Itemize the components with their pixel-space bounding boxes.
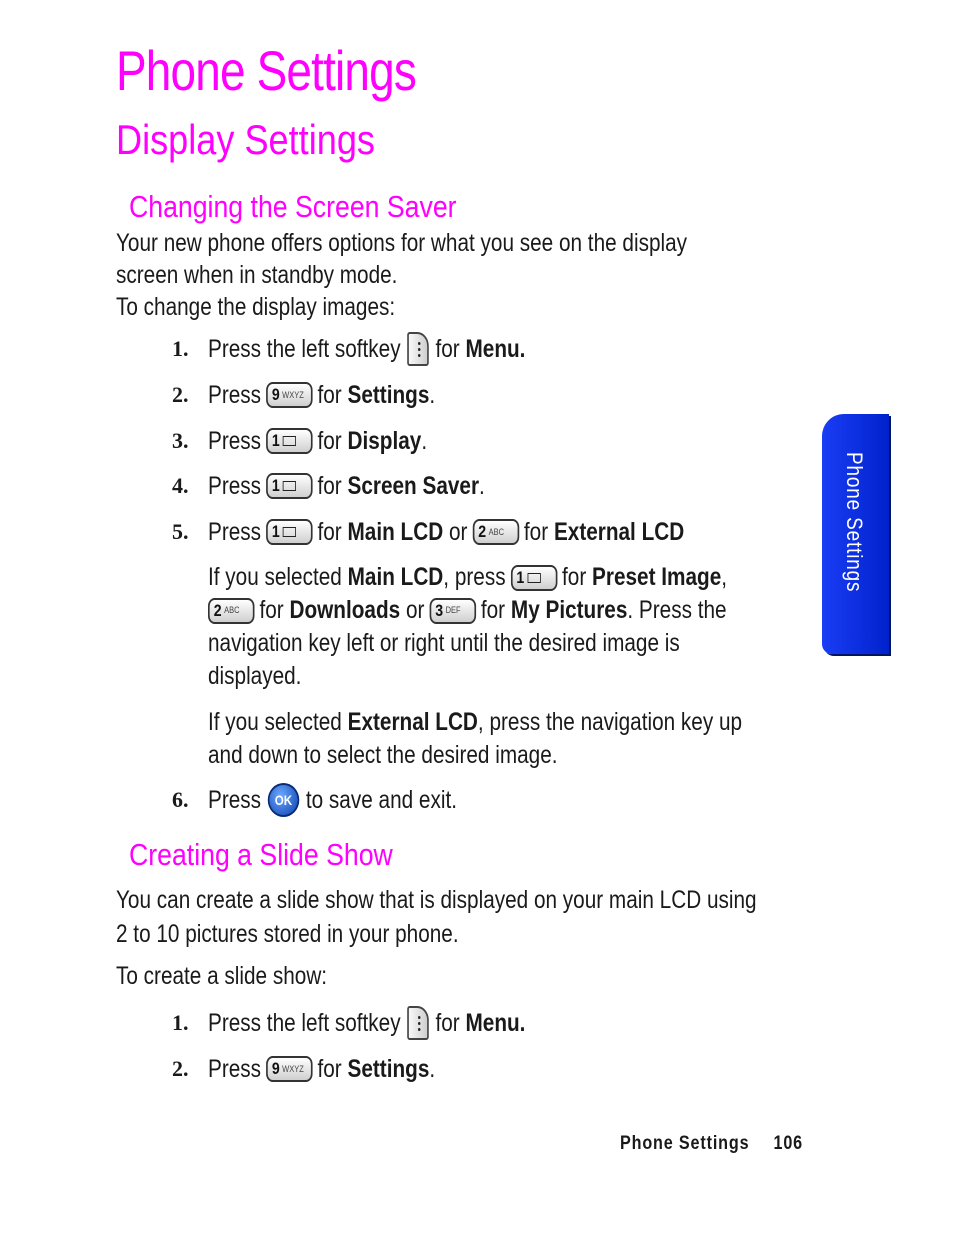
left-softkey-icon xyxy=(407,1006,429,1040)
section-title: Display Settings xyxy=(116,116,375,163)
footer-section: Phone Settings xyxy=(620,1133,750,1154)
page-number: 106 xyxy=(773,1133,803,1154)
key-1-icon: 1 xyxy=(266,473,312,499)
page-footer xyxy=(620,1133,803,1155)
key-2-icon: 2 ABC xyxy=(472,519,518,545)
intro-paragraph: Your new phone offers options for what you see on the display screen when in standby mode. To change the display images: xyxy=(116,229,688,321)
slide-show-intro: You can create a slide show that is displayed on your main LCD using 2 to 10 pictures stored in your phone. xyxy=(116,886,757,948)
key-9-icon: 9 WXYZ xyxy=(266,382,312,408)
step-2: 2. Press 9 WXYZ for Settings . xyxy=(172,380,436,409)
slide-step-2: 2. Press 9 WXYZ for Settings . xyxy=(172,1054,436,1083)
step-5: 5. Press 1 for Main LCD or 2 ABC for External LCD xyxy=(172,517,685,546)
external-lcd-note: If you selected External LCD , press the navigation key up and down to select the desired image. xyxy=(208,708,743,769)
side-tab-label: Phone Settings xyxy=(842,452,867,593)
slide-show-lead: To create a slide show: xyxy=(116,962,328,990)
heading-screen-saver: Changing the Screen Saver xyxy=(129,189,457,224)
slide-step-1: 1. Press the left softkey for Menu. xyxy=(172,1005,590,1041)
step-6: 6. Press OK to save and exit. xyxy=(172,782,508,818)
main-lcd-note: If you selected Main LCD , press 1 for Preset Image , 2 ABC for Downloads or 3 DEF for My Pictures . Press the navigation key left or right until the desired image is displayed. xyxy=(208,563,728,690)
key-2-icon: 2 ABC xyxy=(208,598,254,624)
key-1-icon: 1 xyxy=(511,565,557,591)
key-3-icon: 3 DEF xyxy=(429,598,475,624)
step-4: 4. Press 1 for Screen Saver . xyxy=(172,471,485,500)
left-softkey-icon xyxy=(407,332,429,366)
step-3: 3. Press 1 for Display . xyxy=(172,426,428,455)
heading-slide-show: Creating a Slide Show xyxy=(129,837,393,872)
ok-key-icon: OK xyxy=(268,783,300,817)
step-1: 1. Press the left softkey for Menu. xyxy=(172,331,590,367)
key-9-icon: 9 WXYZ xyxy=(266,1056,312,1082)
page-title: Phone Settings xyxy=(116,39,416,102)
key-1-icon: 1 xyxy=(266,519,312,545)
key-1-icon: 1 xyxy=(266,428,312,454)
